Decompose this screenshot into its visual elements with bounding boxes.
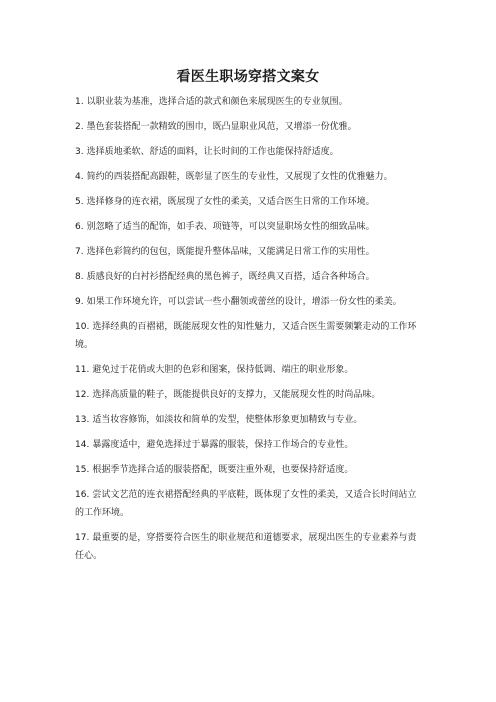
item-text: 选择经典的百褶裙，既能展现女性的知性魅力，又适合医生需要频繁走动的工作环境。 — [75, 322, 417, 350]
list-item — [75, 318, 425, 354]
item-text: 如果工作环境允许，可以尝试一些小翻领或蕾丝的设计，增添一份女性的柔美。 — [86, 297, 402, 307]
item-text: 选择修身的连衣裙，既展现了女性的柔美，又适合医生日常的工作环境。 — [86, 197, 375, 207]
list-item — [75, 293, 425, 311]
item-number: 1. — [75, 97, 84, 107]
item-number: 4. — [75, 172, 84, 182]
item-text: 简约的西装搭配高跟鞋，既彰显了医生的专业性，又展现了女性的优雅魅力。 — [86, 172, 393, 182]
list-item — [75, 411, 425, 429]
item-text: 墨色套装搭配一款精致的围巾，既凸显职业风范，又增添一份优雅。 — [86, 122, 357, 132]
item-number: 11. — [75, 365, 90, 375]
item-number: 7. — [75, 247, 84, 257]
item-text: 质感良好的白衬衫搭配经典的黑色裤子，既经典又百搭，适合各种场合。 — [86, 272, 375, 282]
item-number: 16. — [75, 490, 90, 500]
list-item — [75, 218, 425, 236]
item-number: 5. — [75, 197, 84, 207]
document-title: 看医生职场穿搭文案女 — [176, 69, 320, 85]
list-item — [75, 143, 425, 161]
item-number: 17. — [75, 533, 90, 543]
item-list — [75, 93, 425, 572]
item-number: 3. — [75, 147, 84, 157]
item-number: 9. — [75, 297, 84, 307]
item-text: 别忽略了适当的配饰，如手表、项链等，可以突显职场女性的细致品味。 — [86, 222, 375, 232]
item-number: 10. — [75, 322, 90, 332]
list-item — [75, 461, 425, 479]
item-number: 14. — [75, 440, 90, 450]
list-item — [75, 529, 425, 565]
item-text: 选择高质量的鞋子，既能提供良好的支撑力，又能展现女性的时尚品味。 — [92, 390, 381, 400]
item-text: 暴露度适中，避免选择过于暴露的服装，保持工作场合的专业性。 — [92, 440, 354, 450]
item-text: 尝试文艺范的连衣裙搭配经典的平底鞋，既体现了女性的柔美，又适合长时间站立的工作环境。 — [75, 490, 417, 518]
item-text: 选择质地柔软、舒适的面料，让长时间的工作也能保持舒适度。 — [86, 147, 339, 157]
item-number: 8. — [75, 272, 84, 282]
list-item — [75, 436, 425, 454]
item-text: 最重要的是，穿搭要符合医生的职业规范和道德要求，展现出医生的专业素养与责任心。 — [75, 533, 417, 561]
item-number: 15. — [75, 465, 90, 475]
list-item — [75, 486, 425, 522]
list-item — [75, 386, 425, 404]
list-item — [75, 268, 425, 286]
item-text: 适当妆容修饰，如淡妆和简单的发型，使整体形象更加精致与专业。 — [92, 415, 363, 425]
item-text: 选择色彩简约的包包，既能提升整体品味，又能满足日常工作的实用性。 — [86, 247, 375, 257]
item-number: 6. — [75, 222, 84, 232]
item-number: 12. — [75, 390, 90, 400]
list-item — [75, 243, 425, 261]
item-number: 13. — [75, 415, 90, 425]
item-text: 根据季节选择合适的服装搭配，既要注重外观，也要保持舒适度。 — [92, 465, 354, 475]
item-text: 避免过于花俏或大胆的色彩和图案，保持低调、端庄的职业形象。 — [92, 365, 354, 375]
list-item — [75, 168, 425, 186]
list-item — [75, 361, 425, 379]
item-number: 2. — [75, 122, 84, 132]
item-text: 以职业装为基准，选择合适的款式和颜色来展现医生的专业氛围。 — [86, 97, 348, 107]
list-item — [75, 193, 425, 211]
list-item — [75, 118, 425, 136]
list-item — [75, 93, 425, 111]
